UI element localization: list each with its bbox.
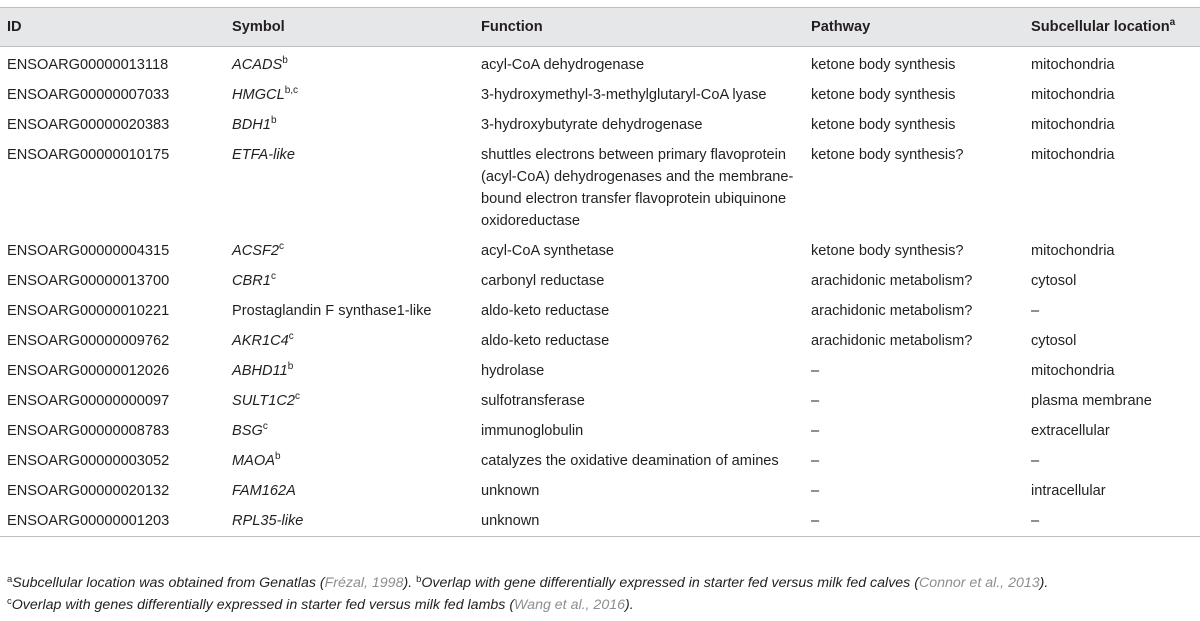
- table-row: [0, 505, 1200, 537]
- table-row: [0, 47, 1200, 80]
- footnote-a-mark: a: [7, 574, 13, 585]
- header-id: ID: [0, 8, 225, 47]
- symbol-footnote-mark: b: [270, 115, 277, 126]
- cell-location: cytosol: [1031, 333, 1077, 349]
- cell-pathway: –: [811, 393, 820, 409]
- table-row: [0, 415, 1200, 445]
- cell-location: mitochondria: [1031, 243, 1115, 259]
- cell-location: extracellular: [1031, 423, 1110, 439]
- gene-table: [0, 7, 1200, 537]
- symbol-footnote-mark: c: [262, 421, 268, 432]
- cell-function: sulfotransferase: [481, 393, 585, 409]
- cell-function: hydrolase: [481, 363, 545, 379]
- table-row: [0, 235, 1200, 265]
- cell-pathway: arachidonic metabolism?: [811, 303, 973, 319]
- cell-pathway: –: [811, 483, 820, 499]
- footnote-b-mark: b: [416, 574, 422, 585]
- gene-symbol: AKR1C4: [232, 333, 289, 349]
- cell-location: mitochondria: [1031, 147, 1115, 163]
- cell-symbol: [225, 475, 474, 505]
- cell-function: 3-hydroxybutyrate dehydrogenase: [481, 117, 703, 133]
- table-row: [0, 295, 1200, 325]
- cell-function: unknown: [481, 483, 540, 499]
- cell-function: immunoglobulin: [481, 423, 584, 439]
- cell-location: mitochondria: [1031, 117, 1115, 133]
- cell-symbol: [225, 109, 474, 139]
- table-row: [0, 79, 1200, 109]
- cell-symbol: [225, 355, 474, 385]
- symbol-footnote-mark: c: [270, 271, 276, 282]
- cell-function: carbonyl reductase: [481, 273, 605, 289]
- cell-symbol: [225, 295, 474, 325]
- gene-symbol: FAM162A: [232, 483, 296, 499]
- footnote-c-text: Overlap with genes differentially expressed in starter fed versus milk fed lambs (: [11, 597, 515, 613]
- cell-id: ENSOARG00000004315: [7, 243, 170, 259]
- cell-symbol: [225, 505, 474, 537]
- table-body: [0, 47, 1200, 537]
- header-location: [1024, 8, 1200, 47]
- gene-symbol: CBR1: [232, 273, 271, 289]
- cell-pathway: –: [804, 505, 1024, 537]
- table-row: [0, 325, 1200, 355]
- cell-pathway: ketone body synthesis?: [811, 147, 964, 163]
- footnote-c-end: ).: [625, 597, 634, 613]
- cell-id: ENSOARG00000020132: [7, 483, 170, 499]
- gene-symbol: BDH1: [232, 117, 271, 133]
- gene-symbol: RPL35-like: [232, 513, 304, 529]
- table-row: [0, 445, 1200, 475]
- cell-location: plasma membrane: [1031, 393, 1152, 409]
- cell-pathway: ketone body synthesis: [811, 117, 956, 133]
- cell-symbol: [225, 265, 474, 295]
- cell-pathway: arachidonic metabolism?: [811, 273, 973, 289]
- cell-id: ENSOARG00000001203: [0, 505, 225, 537]
- cell-symbol: [225, 415, 474, 445]
- cell-symbol: [225, 79, 474, 109]
- gene-symbol: MAOA: [232, 453, 275, 469]
- cell-pathway: ketone body synthesis?: [811, 243, 964, 259]
- table-row: [0, 475, 1200, 505]
- symbol-footnote-mark: c: [288, 331, 294, 342]
- cell-pathway: arachidonic metabolism?: [811, 333, 973, 349]
- header-location-label: Subcellular location: [1031, 19, 1170, 35]
- header-location-sup: a: [1169, 17, 1176, 28]
- table-row: [0, 109, 1200, 139]
- cell-symbol: [225, 235, 474, 265]
- footnote-c-mark: c: [7, 596, 12, 607]
- footnote-b-ref[interactable]: Connor et al., 2013: [918, 575, 1040, 591]
- gene-symbol: BSG: [232, 423, 263, 439]
- cell-symbol: [225, 47, 474, 80]
- cell-function: acyl-CoA synthetase: [481, 243, 615, 259]
- table-row: [0, 139, 1200, 235]
- footnote-a-end: ).: [403, 575, 417, 591]
- cell-function: 3-hydroxymethyl-3-methylglutaryl-CoA lyase: [481, 87, 767, 103]
- cell-pathway: ketone body synthesis: [811, 57, 956, 73]
- header-pathway: Pathway: [804, 8, 1024, 47]
- symbol-footnote-mark: b: [274, 451, 281, 462]
- cell-id: ENSOARG00000020383: [7, 117, 170, 133]
- symbol-footnote-mark: b: [287, 361, 294, 372]
- header-row: [0, 8, 1200, 47]
- header-function: Function: [474, 8, 804, 47]
- cell-location: –: [1031, 303, 1040, 319]
- cell-id: ENSOARG00000010221: [7, 303, 170, 319]
- gene-symbol: Prostaglandin F synthase1-like: [232, 303, 432, 319]
- cell-id: ENSOARG00000013118: [7, 57, 169, 73]
- cell-symbol: [225, 325, 474, 355]
- gene-symbol: SULT1C2: [232, 393, 295, 409]
- cell-location: –: [1031, 453, 1040, 469]
- cell-location: mitochondria: [1031, 87, 1115, 103]
- gene-symbol: ACSF2: [232, 243, 280, 259]
- table-header: [0, 8, 1200, 47]
- cell-symbol: [225, 445, 474, 475]
- cell-symbol: [225, 139, 474, 235]
- cell-pathway: ketone body synthesis: [811, 87, 956, 103]
- cell-id: ENSOARG00000008783: [7, 423, 170, 439]
- gene-symbol: ABHD11: [232, 363, 288, 379]
- header-symbol: Symbol: [225, 8, 474, 47]
- cell-function: aldo-keto reductase: [481, 333, 610, 349]
- table-row: [0, 385, 1200, 415]
- cell-function: shuttles electrons between primary flavoprotein (acyl-CoA) dehydrogenases and the membrane-bound electron transfer flavoprotein ubiquinone oxidoreductase: [481, 147, 794, 229]
- footnote-c-ref[interactable]: Wang et al., 2016: [514, 597, 625, 613]
- cell-id: ENSOARG00000010175: [7, 147, 170, 163]
- cell-id: ENSOARG00000000097: [7, 393, 170, 409]
- table-row: [0, 265, 1200, 295]
- cell-id: ENSOARG00000009762: [7, 333, 170, 349]
- symbol-footnote-mark: c: [295, 391, 300, 402]
- cell-location: mitochondria: [1031, 363, 1115, 379]
- cell-pathway: –: [811, 363, 820, 379]
- cell-function: acyl-CoA dehydrogenase: [481, 57, 645, 73]
- footnote-b-end: ).: [1039, 575, 1049, 591]
- gene-symbol: HMGCL: [232, 87, 285, 103]
- gene-symbol: ETFA-like: [232, 147, 295, 163]
- cell-location: mitochondria: [1031, 57, 1115, 73]
- symbol-footnote-mark: b,c: [284, 85, 299, 96]
- footnote-a-text: Subcellular location was obtained from Genatlas (: [12, 575, 325, 591]
- footnote-b-text: Overlap with gene differentially expressed in starter fed versus milk fed calves (: [421, 575, 919, 591]
- cell-location: cytosol: [1031, 273, 1077, 289]
- footnotes: [7, 572, 1197, 616]
- symbol-footnote-mark: b: [282, 55, 288, 66]
- cell-pathway: –: [811, 453, 820, 469]
- cell-id: ENSOARG00000003052: [7, 453, 170, 469]
- symbol-footnote-mark: c: [279, 241, 285, 252]
- cell-symbol: [225, 385, 474, 415]
- gene-symbol: ACADS: [232, 57, 283, 73]
- cell-id: ENSOARG00000007033: [7, 87, 170, 103]
- cell-id: ENSOARG00000012026: [7, 363, 170, 379]
- cell-location: –: [1024, 505, 1200, 537]
- cell-function: unknown: [474, 505, 804, 537]
- cell-location: intracellular: [1031, 483, 1106, 499]
- footnote-a-ref[interactable]: Frézal, 1998: [324, 575, 404, 591]
- cell-pathway: –: [811, 423, 820, 439]
- cell-id: ENSOARG00000013700: [7, 273, 170, 289]
- cell-function: catalyzes the oxidative deamination of amines: [481, 453, 779, 469]
- cell-function: aldo-keto reductase: [481, 303, 610, 319]
- table-row: [0, 355, 1200, 385]
